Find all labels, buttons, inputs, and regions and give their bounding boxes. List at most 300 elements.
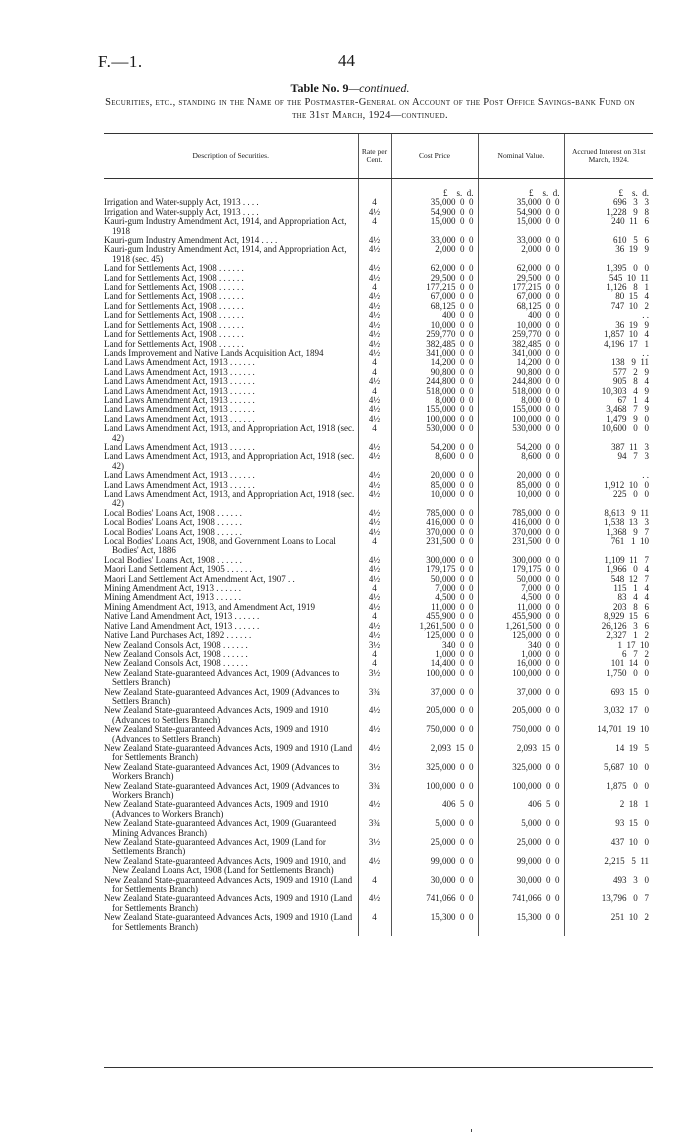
cell-nominal-value: 11,000 0 0 [478, 603, 564, 612]
cell-accrued-interest: 115 1 4 [564, 584, 653, 593]
cell-cost-price: 1,000 0 0 [391, 650, 478, 659]
cell-accrued-interest: 1,395 0 0 [564, 264, 653, 273]
cell-rate: 4 [358, 876, 391, 895]
cell-nominal-value: 370,000 0 0 [478, 528, 564, 537]
cell-nominal-value: 20,000 0 0 [478, 471, 564, 480]
cell-cost-price: 750,000 0 0 [391, 725, 478, 744]
description-text: New Zealand Consols Act, 1908 . . . . . . [104, 648, 248, 659]
units-rate [358, 179, 391, 199]
cell-rate: 4½ [358, 330, 391, 339]
cell-rate: 4 [358, 368, 391, 377]
cell-cost-price: 8,600 0 0 [391, 452, 478, 471]
cell-rate: 4½ [358, 622, 391, 631]
cell-nominal-value: 785,000 0 0 [478, 509, 564, 518]
cell-nominal-value: 2,093 15 0 [478, 744, 564, 763]
description-text: Land for Settlements Act, 1908 . . . . . . [104, 338, 244, 349]
cell-accrued-interest: 80 15 4 [564, 292, 653, 301]
cell-nominal-value: 90,800 0 0 [478, 368, 564, 377]
cell-nominal-value: 406 5 0 [478, 800, 564, 819]
cell-nominal-value: 179,175 0 0 [478, 565, 564, 574]
cell-rate: 3¾ [358, 819, 391, 838]
cell-description [104, 763, 358, 782]
table-row [104, 688, 653, 707]
cell-rate: 3¾ [358, 782, 391, 801]
cell-nominal-value: 8,000 0 0 [478, 396, 564, 405]
cell-cost-price: 67,000 0 0 [391, 292, 478, 301]
description-text: Local Bodies' Loans Act, 1908 . . . . . . [104, 526, 242, 537]
cell-cost-price: 785,000 0 0 [391, 509, 478, 518]
description-text: Native Land Purchases Act, 1892 . . . . . . [104, 630, 252, 641]
cell-rate: 4½ [358, 894, 391, 913]
cell-rate: 4 [358, 217, 391, 236]
table-row [104, 669, 653, 688]
description-text: Land Laws Amendment Act, 1913 . . . . . . [104, 479, 255, 490]
cell-accrued-interest: 1,857 10 4 [564, 330, 653, 339]
header-row [104, 134, 653, 179]
cell-nominal-value: 530,000 0 0 [478, 424, 564, 443]
description-text: New Zealand State-guaranteed Advances Act, 1909 (Guaranteed Mining Advances Branch) [104, 818, 337, 838]
cell-description [104, 537, 358, 556]
cell-accrued-interest: 8,929 15 6 [564, 612, 653, 621]
cell-rate: 4 [358, 387, 391, 396]
table-row [104, 537, 653, 556]
cell-rate: 4½ [358, 603, 391, 612]
cell-rate: 4½ [358, 471, 391, 480]
cell-rate: 4½ [358, 236, 391, 245]
cell-accrued-interest: 3,468 7 9 [564, 405, 653, 414]
cell-accrued-interest: 14,701 19 10 [564, 725, 653, 744]
cell-nominal-value: 340 0 0 [478, 641, 564, 650]
col-header-cost: Cost Price [391, 134, 478, 179]
table-row [104, 894, 653, 913]
cell-accrued-interest: 14 19 5 [564, 744, 653, 763]
cell-nominal-value: 5,000 0 0 [478, 819, 564, 838]
cell-accrued-interest: 1,109 11 7 [564, 556, 653, 565]
page-number: 44 [338, 51, 355, 70]
table-row [104, 725, 653, 744]
description-text: New Zealand State-guaranteed Advances Acts, 1909 and 1910 (Land for Settlements Branch) [104, 874, 353, 895]
description-text: Irrigation and Water-supply Act, 1913 . . . . [104, 206, 259, 217]
cell-accrued-interest: 1,368 9 7 [564, 528, 653, 537]
cell-rate: 4½ [358, 725, 391, 744]
cell-description [104, 819, 358, 838]
cell-nominal-value: 100,000 0 0 [478, 782, 564, 801]
cell-rate: 4½ [358, 509, 391, 518]
cell-accrued-interest: 1,538 13 3 [564, 518, 653, 527]
table-row [104, 763, 653, 782]
cell-rate: 4½ [358, 443, 391, 452]
cell-cost-price: 100,000 0 0 [391, 415, 478, 424]
cell-nominal-value: 85,000 0 0 [478, 481, 564, 490]
cell-cost-price: 177,215 0 0 [391, 283, 478, 292]
cell-cost-price: 54,900 0 0 [391, 208, 478, 217]
cell-nominal-value: 54,200 0 0 [478, 443, 564, 452]
cell-description [104, 782, 358, 801]
cell-cost-price: 125,000 0 0 [391, 631, 478, 640]
cell-nominal-value: 50,000 0 0 [478, 575, 564, 584]
cell-rate: 4 [358, 198, 391, 207]
cell-accrued-interest: 94 7 3 [564, 452, 653, 471]
cell-nominal-value: 100,000 0 0 [478, 415, 564, 424]
cell-accrued-interest: 13,796 0 7 [564, 894, 653, 913]
cell-cost-price: 90,800 0 0 [391, 368, 478, 377]
description-text: New Zealand State-guaranteed Advances Acts, 1909 and 1910 (Land for Settlements Branch) [104, 742, 353, 763]
cell-description [104, 245, 358, 264]
cell-cost-price: 340 0 0 [391, 641, 478, 650]
cell-accrued-interest: 1,228 9 8 [564, 208, 653, 217]
description-text: Maori Land Settlement Act, 1905 . . . . . . [104, 564, 252, 575]
table-row [104, 424, 653, 443]
cell-accrued-interest: 26,126 3 6 [564, 622, 653, 631]
table-row [104, 838, 653, 857]
col-header-rate: Rate per Cent. [358, 134, 391, 179]
cell-cost-price: 4,500 0 0 [391, 593, 478, 602]
cell-cost-price: 33,000 0 0 [391, 236, 478, 245]
cell-description [104, 857, 358, 876]
cell-description [104, 800, 358, 819]
securities-table [104, 133, 653, 936]
cell-nominal-value: 4,500 0 0 [478, 593, 564, 602]
cell-description [104, 688, 358, 707]
cell-cost-price: 455,900 0 0 [391, 612, 478, 621]
cell-accrued-interest: 545 10 11 [564, 274, 653, 283]
cell-rate: 4½ [358, 208, 391, 217]
cell-cost-price: 15,300 0 0 [391, 913, 478, 936]
table-row [104, 245, 653, 264]
cell-nominal-value: 62,000 0 0 [478, 264, 564, 273]
cell-rate: 4½ [358, 800, 391, 819]
cell-rate: 4½ [358, 321, 391, 330]
cell-rate: 4 [358, 913, 391, 936]
table-subtitle: Securities, etc., standing in the Name of the Postmaster-General on Account of the Post Office Savings-bank Fund on the 31st March, 1924—continued. [105, 97, 635, 121]
cell-accrued-interest: 1,912 10 0 [564, 481, 653, 490]
units-cost: £ s. d. [391, 179, 478, 199]
cell-nominal-value: 67,000 0 0 [478, 292, 564, 301]
cell-rate: 4 [358, 650, 391, 659]
cell-rate: 4½ [358, 631, 391, 640]
col-header-nominal: Nominal Value. [478, 134, 564, 179]
table-bottom-rule [104, 1067, 653, 1068]
cell-accrued-interest: 548 12 7 [564, 575, 653, 584]
cell-nominal-value: 54,900 0 0 [478, 208, 564, 217]
cell-rate: 4½ [358, 405, 391, 414]
description-text: New Zealand State-guaranteed Advances Acts, 1909 and 1910 (Advances to Settlers Branch) [104, 724, 329, 744]
cell-rate: 4 [358, 537, 391, 556]
description-text: Mining Amendment Act, 1913, and Amendment Act, 1919 [104, 601, 315, 612]
cell-nominal-value: 15,000 0 0 [478, 217, 564, 236]
cell-cost-price: 530,000 0 0 [391, 424, 478, 443]
cell-nominal-value: 341,000 0 0 [478, 349, 564, 358]
cell-nominal-value: 15,300 0 0 [478, 913, 564, 936]
cell-rate: 4½ [358, 857, 391, 876]
cell-accrued-interest: 4,196 17 1 [564, 340, 653, 349]
cell-accrued-interest: 10,303 4 9 [564, 387, 653, 396]
cell-nominal-value: 177,215 0 0 [478, 283, 564, 292]
cell-nominal-value: 125,000 0 0 [478, 631, 564, 640]
description-text: New Zealand State-guaranteed Advances Act, 1909 (Advances to Settlers Branch) [104, 667, 340, 688]
cell-rate: 4½ [358, 302, 391, 311]
cell-cost-price: 29,500 0 0 [391, 274, 478, 283]
cell-rate: 4½ [358, 311, 391, 320]
cell-nominal-value: 455,900 0 0 [478, 612, 564, 621]
cell-cost-price: 7,000 0 0 [391, 584, 478, 593]
cell-accrued-interest: 2 18 1 [564, 800, 653, 819]
description-text: Native Land Amendment Act, 1913 . . . . . . [104, 620, 260, 631]
cell-nominal-value: 325,000 0 0 [478, 763, 564, 782]
cell-nominal-value: 33,000 0 0 [478, 236, 564, 245]
cell-nominal-value: 7,000 0 0 [478, 584, 564, 593]
cell-cost-price: 244,800 0 0 [391, 377, 478, 386]
cell-cost-price: 35,000 0 0 [391, 198, 478, 207]
description-text: New Zealand State-guaranteed Advances Act, 1909 (Land for Settlements Branch) [104, 837, 326, 857]
cell-description [104, 217, 358, 236]
col-header-accrued: Accrued Interest on 31st March, 1924. [564, 134, 653, 179]
cell-nominal-value: 300,000 0 0 [478, 556, 564, 565]
cell-accrued-interest: 10,600 0 0 [564, 424, 653, 443]
cell-nominal-value: 244,800 0 0 [478, 377, 564, 386]
cell-rate: 4 [358, 283, 391, 292]
description-text: Land Laws Amendment Act, 1913 . . . . . . [104, 357, 255, 368]
cell-accrued-interest: 93 15 0 [564, 819, 653, 838]
description-text: Land Laws Amendment Act, 1913 . . . . . . [104, 366, 255, 377]
cell-accrued-interest: 747 10 2 [564, 302, 653, 311]
cell-accrued-interest: 6 7 2 [564, 650, 653, 659]
table-row [104, 706, 653, 725]
description-text: Land for Settlements Act, 1908 . . . . . . [104, 329, 244, 340]
cell-rate: 4 [358, 358, 391, 367]
cell-accrued-interest: . . [564, 311, 653, 320]
description-text: Local Bodies' Loans Act, 1908 . . . . . . [104, 517, 242, 528]
cell-accrued-interest: 610 5 6 [564, 236, 653, 245]
description-text: Land for Settlements Act, 1908 . . . . . . [104, 319, 244, 330]
cell-description [104, 876, 358, 895]
cell-nominal-value: 416,000 0 0 [478, 518, 564, 527]
description-text: Land Laws Amendment Act, 1913 . . . . . . [104, 441, 255, 452]
cell-accrued-interest: 1,966 0 4 [564, 565, 653, 574]
cell-cost-price: 100,000 0 0 [391, 782, 478, 801]
printer-mark [471, 1129, 472, 1132]
cell-nominal-value: 10,000 0 0 [478, 321, 564, 330]
cell-nominal-value: 30,000 0 0 [478, 876, 564, 895]
description-text: Local Bodies' Loans Act, 1908, and Government Loans to Local Bodies' Act, 1886 [104, 536, 336, 556]
cell-nominal-value: 14,200 0 0 [478, 358, 564, 367]
description-text: New Zealand State-guaranteed Advances Acts, 1909 and 1910 (Land for Settlements Branch) [104, 912, 353, 932]
description-text: Mining Amendment Act, 1913 . . . . . . [104, 592, 241, 603]
description-text: New Zealand State-guaranteed Advances Act, 1909 (Advances to Workers Branch) [104, 761, 340, 782]
cell-accrued-interest: . . [564, 349, 653, 358]
cell-cost-price: 400 0 0 [391, 311, 478, 320]
table-row [104, 876, 653, 895]
cell-rate: 4½ [358, 274, 391, 283]
description-text: Land Laws Amendment Act, 1913 . . . . . . [104, 376, 255, 387]
cell-rate: 4½ [358, 396, 391, 405]
cell-cost-price: 179,175 0 0 [391, 565, 478, 574]
description-text: New Zealand State-guaranteed Advances Acts, 1909 and 1910 (Advances to Settlers Branch) [104, 705, 329, 725]
cell-accrued-interest: 8,613 9 11 [564, 509, 653, 518]
description-text: Land Laws Amendment Act, 1913 . . . . . . [104, 385, 255, 396]
cell-cost-price: 325,000 0 0 [391, 763, 478, 782]
units-desc [104, 179, 358, 199]
table-title-continued: —continued. [348, 81, 410, 95]
cell-accrued-interest: 251 10 2 [564, 913, 653, 936]
description-text: Maori Land Settlement Act Amendment Act, 1907 . . [104, 573, 295, 584]
col-header-description: Description of Securities. [104, 134, 358, 179]
cell-nominal-value: 231,500 0 0 [478, 537, 564, 556]
cell-cost-price: 30,000 0 0 [391, 876, 478, 895]
cell-rate: 4 [358, 612, 391, 621]
description-text: New Zealand State-guaranteed Advances Act, 1909 (Advances to Settlers Branch) [104, 686, 340, 706]
cell-cost-price: 25,000 0 0 [391, 838, 478, 857]
cell-cost-price: 416,000 0 0 [391, 518, 478, 527]
cell-cost-price: 11,000 0 0 [391, 603, 478, 612]
description-text: Mining Amendment Act, 1913 . . . . . . [104, 583, 241, 594]
cell-accrued-interest: 83 4 4 [564, 593, 653, 602]
table-title [0, 81, 700, 96]
cell-accrued-interest: 387 11 3 [564, 443, 653, 452]
cell-accrued-interest: 101 14 0 [564, 659, 653, 668]
cell-rate: 4½ [358, 490, 391, 509]
cell-cost-price: 518,000 0 0 [391, 387, 478, 396]
cell-nominal-value: 205,000 0 0 [478, 706, 564, 725]
cell-rate: 4 [358, 424, 391, 443]
cell-accrued-interest: 1,479 9 0 [564, 415, 653, 424]
table-row [104, 490, 653, 509]
cell-accrued-interest: 67 1 4 [564, 396, 653, 405]
table-row [104, 857, 653, 876]
cell-cost-price: 231,500 0 0 [391, 537, 478, 556]
table-row [104, 452, 653, 471]
table-row [104, 782, 653, 801]
cell-accrued-interest: 693 15 0 [564, 688, 653, 707]
description-text: Land for Settlements Act, 1908 . . . . . . [104, 282, 244, 293]
cell-cost-price: 10,000 0 0 [391, 321, 478, 330]
cell-accrued-interest: 36 19 9 [564, 321, 653, 330]
cell-description [104, 894, 358, 913]
description-text: Lands Improvement and Native Lands Acquisition Act, 1894 [104, 347, 324, 358]
description-text: Kauri-gum Industry Amendment Act, 1914, and Appropriation Act, 1918 [104, 216, 347, 236]
cell-rate: 3½ [358, 641, 391, 650]
description-text: Land Laws Amendment Act, 1913 . . . . . . [104, 404, 255, 415]
cell-accrued-interest: 905 8 4 [564, 377, 653, 386]
cell-cost-price: 62,000 0 0 [391, 264, 478, 273]
units-row [104, 179, 653, 199]
description-text: Land Laws Amendment Act, 1913 . . . . . . [104, 470, 255, 481]
description-text: Land Laws Amendment Act, 1913 . . . . . . [104, 413, 255, 424]
description-text: Land Laws Amendment Act, 1913 . . . . . . [104, 394, 255, 405]
cell-nominal-value: 68,125 0 0 [478, 302, 564, 311]
cell-description [104, 706, 358, 725]
cell-rate: 4½ [358, 528, 391, 537]
cell-nominal-value: 155,000 0 0 [478, 405, 564, 414]
cell-cost-price: 300,000 0 0 [391, 556, 478, 565]
description-text: Local Bodies' Loans Act, 1908 . . . . . . [104, 554, 242, 565]
cell-nominal-value: 37,000 0 0 [478, 688, 564, 707]
cell-accrued-interest: 240 11 6 [564, 217, 653, 236]
cell-cost-price: 68,125 0 0 [391, 302, 478, 311]
cell-description [104, 725, 358, 744]
cell-accrued-interest: 696 3 3 [564, 198, 653, 207]
description-text: Kauri-gum Industry Amendment Act, 1914, and Appropriation Act, 1918 (sec. 45) [104, 244, 347, 264]
description-text: Irrigation and Water-supply Act, 1913 . . . . [104, 197, 259, 208]
cell-cost-price: 341,000 0 0 [391, 349, 478, 358]
cell-nominal-value: 25,000 0 0 [478, 838, 564, 857]
description-text: Land for Settlements Act, 1908 . . . . . . [104, 310, 244, 321]
description-text: Native Land Amendment Act, 1913 . . . . . . [104, 611, 260, 622]
cell-rate: 4½ [358, 415, 391, 424]
cell-accrued-interest: 1 17 10 [564, 641, 653, 650]
cell-description [104, 452, 358, 471]
cell-rate: 4 [358, 584, 391, 593]
cell-cost-price: 8,000 0 0 [391, 396, 478, 405]
cell-rate: 4½ [358, 565, 391, 574]
cell-nominal-value: 259,770 0 0 [478, 330, 564, 339]
cell-rate: 4½ [358, 481, 391, 490]
cell-accrued-interest: 577 2 9 [564, 368, 653, 377]
cell-accrued-interest: 1,126 8 1 [564, 283, 653, 292]
cell-accrued-interest: 138 9 11 [564, 358, 653, 367]
cell-cost-price: 14,200 0 0 [391, 358, 478, 367]
cell-rate: 4½ [358, 245, 391, 264]
cell-rate: 3½ [358, 669, 391, 688]
cell-rate: 4½ [358, 744, 391, 763]
cell-cost-price: 10,000 0 0 [391, 490, 478, 509]
cell-cost-price: 2,093 15 0 [391, 744, 478, 763]
cell-accrued-interest: 761 1 10 [564, 537, 653, 556]
cell-nominal-value: 382,485 0 0 [478, 340, 564, 349]
cell-nominal-value: 2,000 0 0 [478, 245, 564, 264]
cell-rate: 3½ [358, 838, 391, 857]
cell-rate: 4½ [358, 377, 391, 386]
cell-accrued-interest: 203 8 6 [564, 603, 653, 612]
cell-cost-price: 741,066 0 0 [391, 894, 478, 913]
description-text: Land Laws Amendment Act, 1913, and Appropriation Act, 1918 (sec. 42) [104, 451, 355, 471]
page-reference: F.—1. [98, 52, 143, 71]
cell-cost-price: 370,000 0 0 [391, 528, 478, 537]
cell-accrued-interest: 3,032 17 0 [564, 706, 653, 725]
description-text: Local Bodies' Loans Act, 1908 . . . . . . [104, 507, 242, 518]
cell-rate: 4½ [358, 593, 391, 602]
cell-cost-price: 50,000 0 0 [391, 575, 478, 584]
units-nominal: £ s. d. [478, 179, 564, 199]
description-text: New Zealand Consols Act, 1908 . . . . . . [104, 639, 248, 650]
cell-cost-price: 100,000 0 0 [391, 669, 478, 688]
cell-rate: 4 [358, 659, 391, 668]
cell-nominal-value: 100,000 0 0 [478, 669, 564, 688]
cell-accrued-interest: 225 0 0 [564, 490, 653, 509]
cell-nominal-value: 29,500 0 0 [478, 274, 564, 283]
cell-cost-price: 99,000 0 0 [391, 857, 478, 876]
table-row [104, 800, 653, 819]
cell-accrued-interest: 2,215 5 11 [564, 857, 653, 876]
cell-nominal-value: 518,000 0 0 [478, 387, 564, 396]
description-text: Land Laws Amendment Act, 1913, and Appropriation Act, 1918 (sec. 42) [104, 489, 355, 509]
cell-description [104, 838, 358, 857]
table-row [104, 217, 653, 236]
cell-cost-price: 14,400 0 0 [391, 659, 478, 668]
cell-accrued-interest: 36 19 9 [564, 245, 653, 264]
cell-accrued-interest: . . [564, 471, 653, 480]
cell-cost-price: 382,485 0 0 [391, 340, 478, 349]
cell-rate: 4½ [358, 518, 391, 527]
cell-rate: 3¾ [358, 688, 391, 707]
cell-nominal-value: 35,000 0 0 [478, 198, 564, 207]
description-text: Land for Settlements Act, 1908 . . . . . . [104, 300, 244, 311]
description-text: Land for Settlements Act, 1908 . . . . . . [104, 272, 244, 283]
cell-rate: 4½ [358, 556, 391, 565]
cell-rate: 4½ [358, 452, 391, 471]
description-text: New Zealand State-guaranteed Advances Acts, 1909 and 1910 (Advances to Workers Branch) [104, 799, 329, 819]
cell-description [104, 744, 358, 763]
